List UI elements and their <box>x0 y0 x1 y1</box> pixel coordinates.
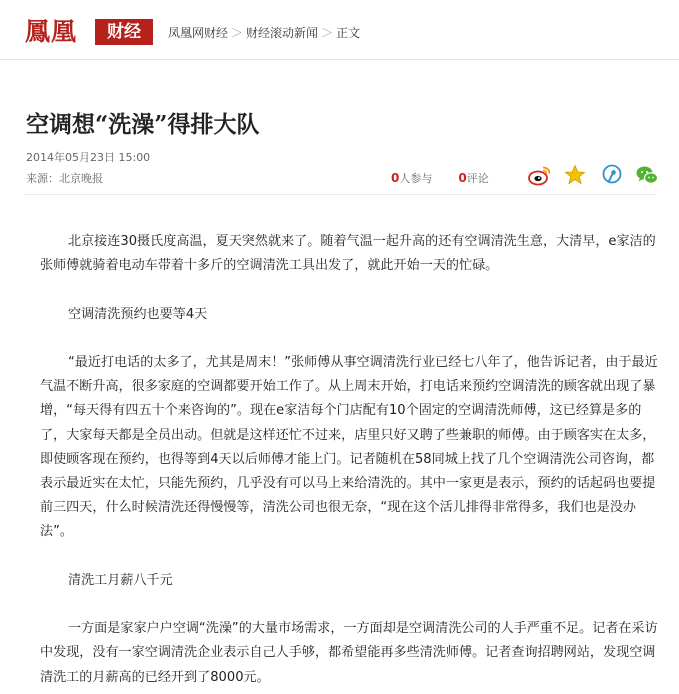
breadcrumb-item-home[interactable]: 凤凰网财经 <box>168 26 229 40</box>
article-body <box>40 230 662 690</box>
article-subheading: 空调清洗预约也要等4天 <box>68 306 208 322</box>
breadcrumb-separator: ＞ <box>321 26 334 40</box>
article-paragraph: 北京接连30摄氏度高温，夏天突然就来了。随着气温一起升高的还有空调清洗生意，大清早，e家洁的张师傅就骑着电动车带着十多斤的空调清洗工具出发了，就此开始一天的忙碌。 <box>40 234 656 274</box>
meta-divider <box>24 194 656 195</box>
section-logo-badge[interactable]: 财经 <box>95 19 153 45</box>
site-logo[interactable]: 鳳凰 <box>25 17 78 46</box>
article-paragraph: 一方面是家家户户空调“洗澡”的大量市场需求，一方面却是空调清洗公司的人手严重不足。记者在采访中发现，没有一家空调清洗企业表示自己人手够，都希望能再多些清洗师傅。记者查询招聘网站，发现空调清洗工的月薪高的已经开到了8000元。 <box>40 621 658 685</box>
site-header <box>0 0 679 58</box>
article-date: 2014年05月23日 15:00 <box>26 151 151 164</box>
article-stats <box>391 170 489 186</box>
breadcrumb-item-current: 正文 <box>336 26 361 40</box>
star-icon[interactable] <box>564 164 586 190</box>
breadcrumb <box>168 25 360 41</box>
participants-link[interactable] <box>391 172 432 185</box>
weibo-icon[interactable] <box>528 164 552 190</box>
header-divider <box>0 59 679 60</box>
article-source: 来源：北京晚报 <box>26 172 103 185</box>
wechat-icon[interactable] <box>635 164 659 190</box>
article-paragraph: “最近打电话的太多了，尤其是周末！”张师傅从事空调清洗行业已经七八年了，他告诉记者，由于最近气温不断升高，很多家庭的空调都要开始工作了。从上周末开始，打电话来预约空调清洗的顾客就出现了暴增，“每天得有四五十个来咨询的”。现在e家洁每个门店配有10个固定的空调清洗师傅，这已经算是多的了，大家每天都是全员出动。但就是这样还忙不过来，店里只好又聘了些兼职的师傅。由于顾客实在太多，即使顾客现在预约，也得等到4天以后师傅才能上门。记者随机在58同城上找了几个空调清洗公司咨询，都表示最近实在太忙，只能先预约，几乎没有可以马上来给清洗的。其中一家更是表示，预约的话起码也要提前三四天，什么时候清洗还得慢慢等，清洗公司也很无奈，“现在这个活儿排得非常得多，我们也是没办法”。 <box>40 354 658 540</box>
comments-label: 评论 <box>466 172 489 185</box>
comments-count: 0 <box>458 171 467 185</box>
comments-link[interactable] <box>458 172 488 185</box>
article-subheading: 清洗工月薪八千元 <box>68 572 173 588</box>
participants-count: 0 <box>391 171 400 185</box>
breadcrumb-item-rolling-news[interactable]: 财经滚动新闻 <box>246 26 319 40</box>
article-title: 空调想“洗澡”得排大队 <box>26 111 260 139</box>
tencent-weibo-icon[interactable] <box>601 164 623 190</box>
breadcrumb-separator: ＞ <box>231 26 244 40</box>
participants-label: 人参与 <box>399 172 433 185</box>
